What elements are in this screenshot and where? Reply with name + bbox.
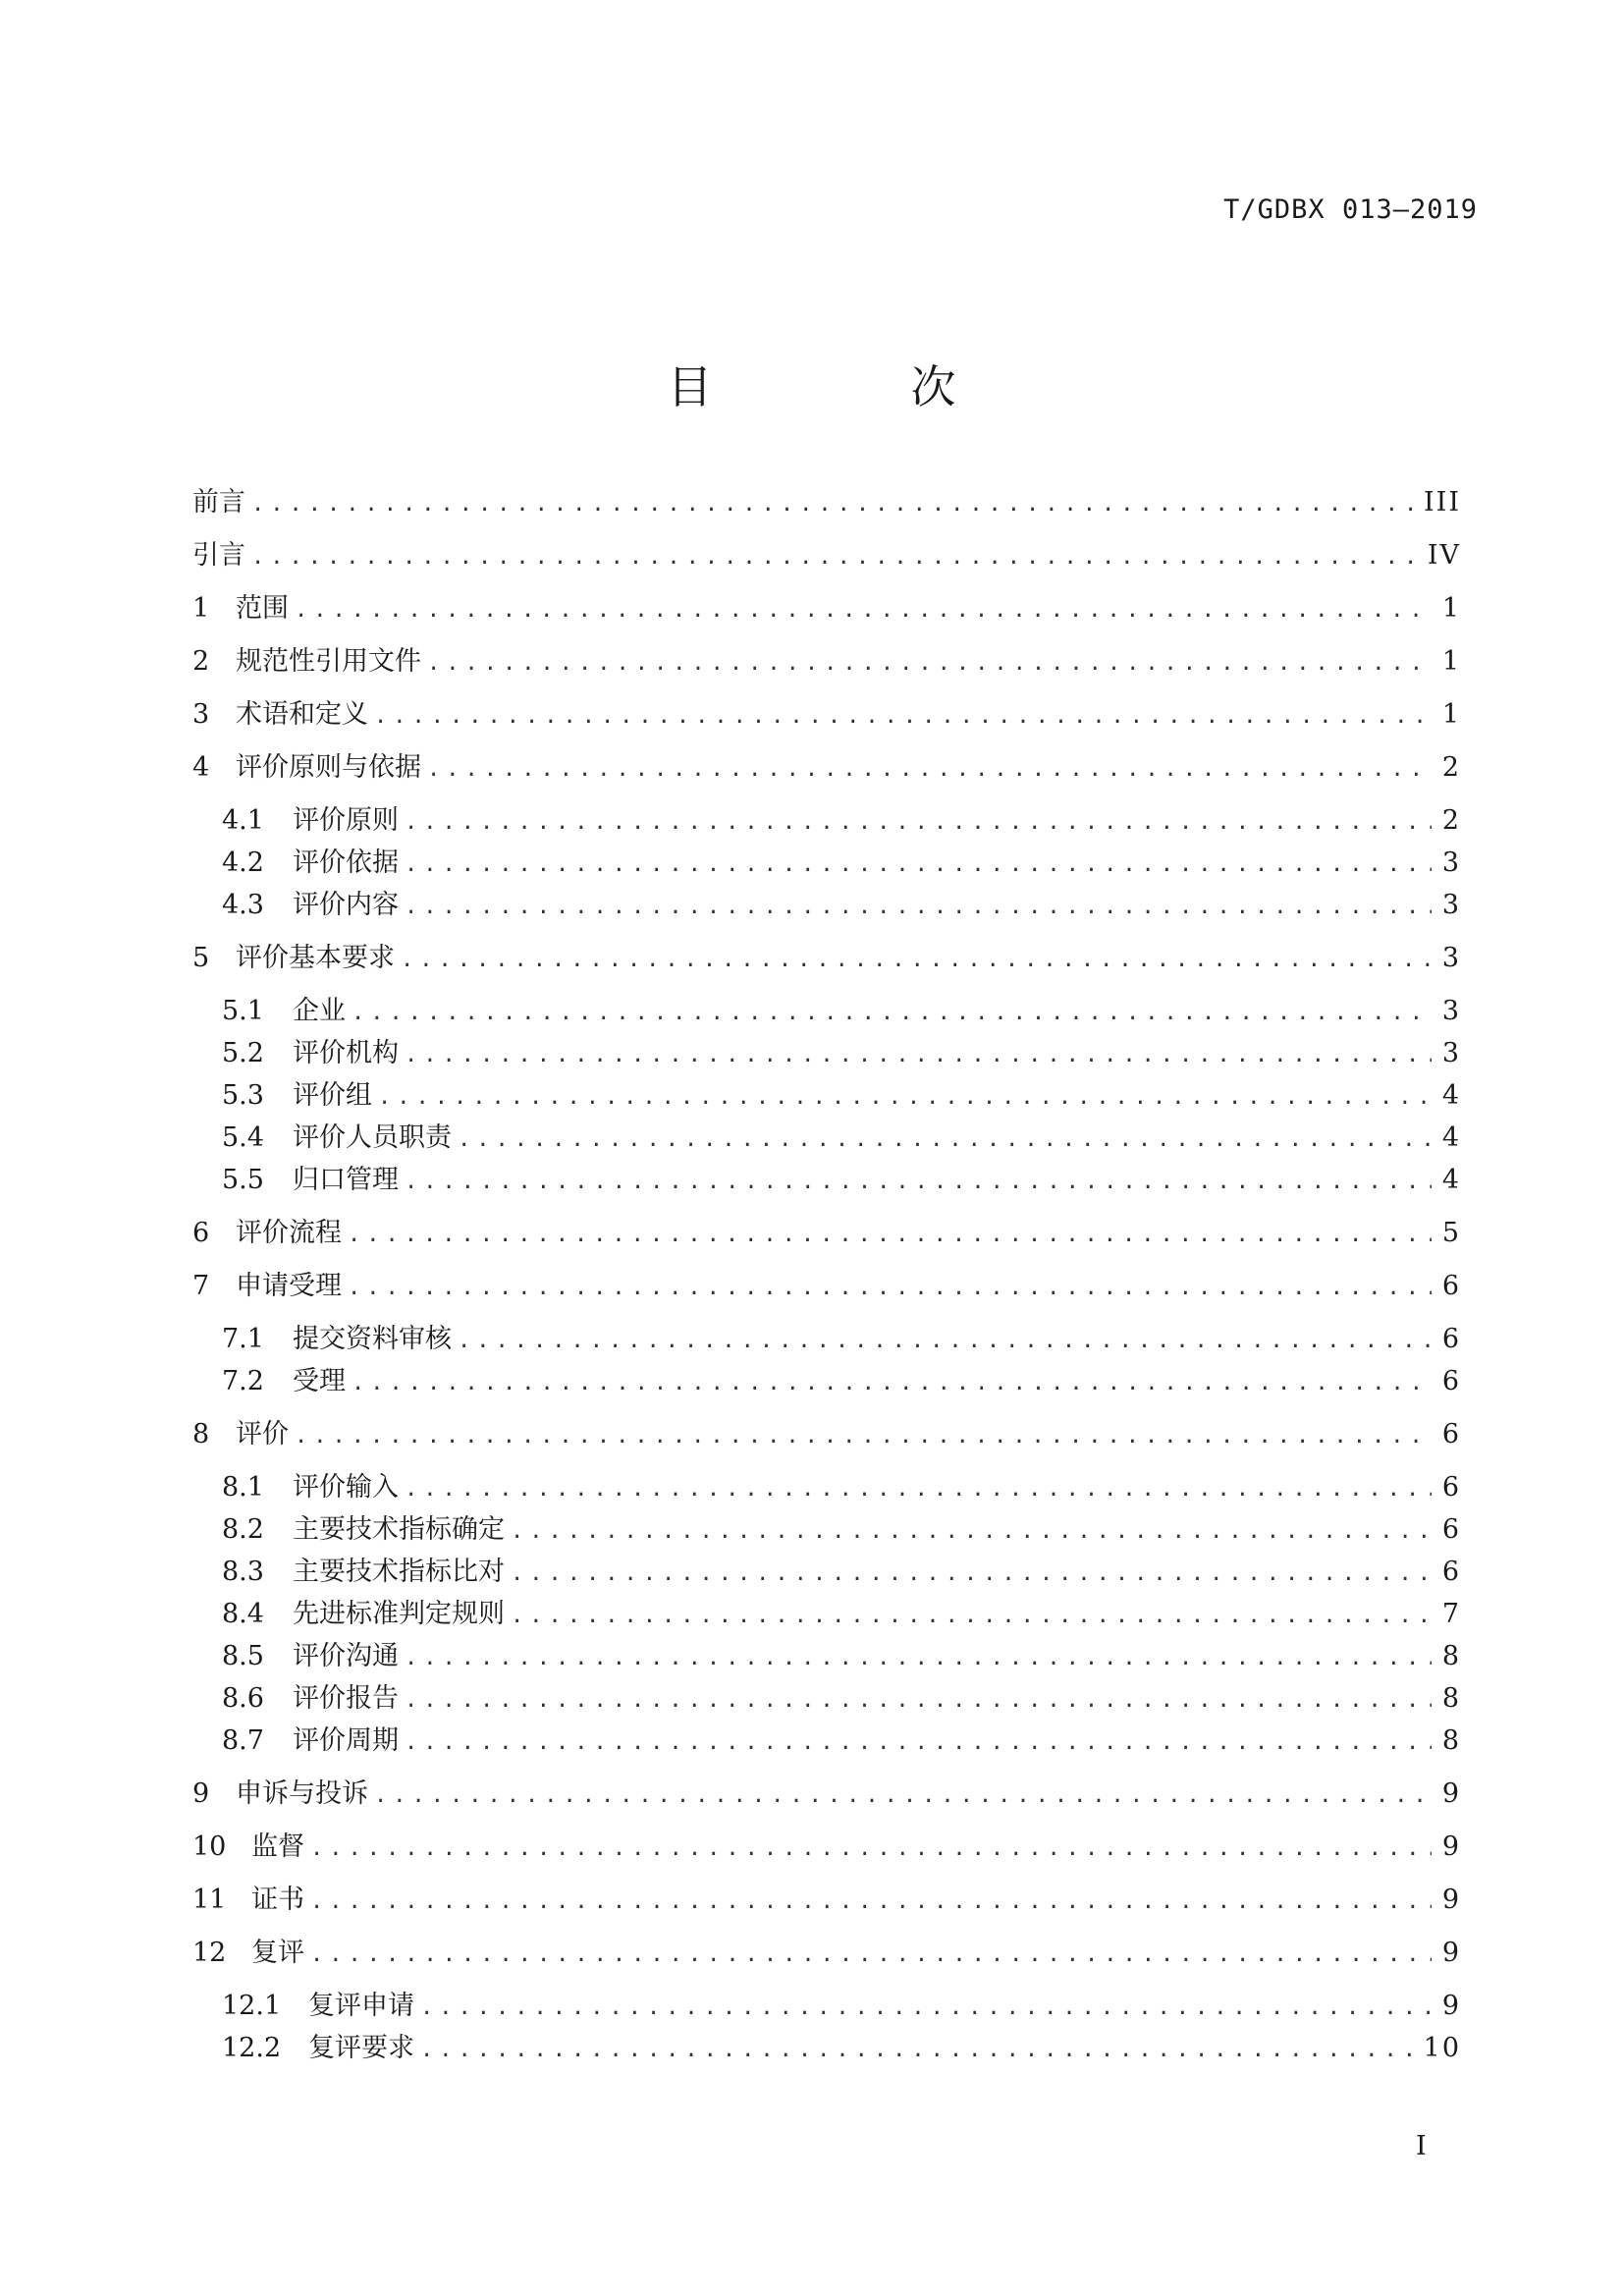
toc-entry-number: 5.2 bbox=[222, 1038, 264, 1068]
toc-entry-page: 9 bbox=[1441, 1938, 1461, 1968]
toc-entry-label: 评价输入 bbox=[293, 1472, 399, 1503]
toc-entry-page: 6 bbox=[1441, 1514, 1461, 1545]
toc-entry-page: 3 bbox=[1441, 890, 1461, 920]
toc-dot-leader bbox=[405, 801, 1432, 844]
toc-entry-page: 1 bbox=[1441, 593, 1461, 624]
page-number: I bbox=[1416, 2131, 1427, 2161]
toc-dot-leader bbox=[511, 1510, 1432, 1553]
toc-entry-page: 5 bbox=[1441, 1218, 1461, 1248]
toc-dot-leader bbox=[405, 844, 1432, 886]
toc-entry-label: 评价人员职责 bbox=[293, 1122, 452, 1153]
toc-entry-page: 9 bbox=[1441, 1991, 1461, 2021]
toc-entry-page: 6 bbox=[1441, 1472, 1461, 1503]
toc-entry-number: 12.1 bbox=[222, 1991, 282, 2021]
toc-entry-number: 6 bbox=[192, 1218, 210, 1248]
toc-entry-label: 评价机构 bbox=[293, 1038, 399, 1068]
toc-entry-page: 3 bbox=[1441, 943, 1461, 973]
toc-entry[interactable] bbox=[192, 1074, 1461, 1117]
toc-dot-leader bbox=[405, 1468, 1432, 1510]
toc-dot-leader bbox=[405, 1722, 1432, 1764]
toc-entry-label: 评价内容 bbox=[293, 890, 399, 920]
toc-entry-page: 2 bbox=[1441, 805, 1461, 836]
toc-entry[interactable] bbox=[192, 481, 1461, 523]
toc-entry-label: 提交资料审核 bbox=[293, 1324, 452, 1354]
toc-dot-leader bbox=[310, 1828, 1432, 1870]
toc-entry-page: 6 bbox=[1441, 1419, 1461, 1449]
toc-entry-label: 评价原则与依据 bbox=[236, 752, 421, 783]
toc-dot-leader bbox=[310, 1881, 1432, 1923]
toc-entry-label: 评价组 bbox=[293, 1080, 372, 1111]
toc-entry-page: 3 bbox=[1441, 1038, 1461, 1068]
toc-entry[interactable] bbox=[192, 1593, 1461, 1635]
toc-dot-leader bbox=[458, 1320, 1432, 1362]
toc-dot-leader bbox=[251, 536, 1422, 578]
toc-dot-leader bbox=[405, 1637, 1432, 1679]
toc-entry-page: 7 bbox=[1441, 1599, 1461, 1629]
toc-dot-leader bbox=[352, 1362, 1432, 1404]
toc-entry-page: 9 bbox=[1441, 1778, 1461, 1809]
toc-entry-label: 先进标准判定规则 bbox=[293, 1599, 505, 1629]
toc-entry-label: 规范性引用文件 bbox=[236, 646, 421, 677]
toc-entry[interactable] bbox=[192, 1677, 1461, 1720]
page-title: 目 次 bbox=[667, 360, 1033, 413]
toc-entry[interactable] bbox=[192, 2027, 1461, 2069]
toc-entry-number: 4.3 bbox=[222, 890, 264, 920]
document-code: T/GDBX 013—2019 bbox=[1223, 194, 1478, 225]
toc-entry[interactable] bbox=[192, 1508, 1461, 1551]
toc-entry-page: 3 bbox=[1441, 847, 1461, 878]
toc-dot-leader bbox=[348, 1267, 1432, 1309]
toc-entry-label: 申诉与投诉 bbox=[236, 1778, 368, 1809]
toc-entry[interactable] bbox=[192, 1117, 1461, 1159]
toc-entry[interactable] bbox=[192, 693, 1461, 736]
toc-entry[interactable] bbox=[192, 1466, 1461, 1508]
toc-entry[interactable] bbox=[192, 937, 1461, 979]
toc-entry[interactable] bbox=[192, 1212, 1461, 1254]
toc-entry-number: 11 bbox=[192, 1885, 227, 1915]
toc-entry-number: 7 bbox=[192, 1271, 210, 1301]
toc-entry[interactable] bbox=[192, 1720, 1461, 1762]
toc-entry-number: 8.7 bbox=[222, 1725, 264, 1756]
toc-entry-page: 1 bbox=[1441, 699, 1461, 730]
toc-entry-label: 评价基本要求 bbox=[236, 943, 395, 973]
toc-entry-page: 6 bbox=[1441, 1324, 1461, 1354]
toc-entry[interactable] bbox=[192, 1159, 1461, 1201]
toc-entry[interactable] bbox=[192, 1773, 1461, 1815]
toc-dot-leader bbox=[511, 1553, 1432, 1595]
toc-entry-number: 7.2 bbox=[222, 1366, 264, 1396]
toc-entry-page: 8 bbox=[1441, 1683, 1461, 1714]
toc-dot-leader bbox=[295, 1415, 1432, 1457]
toc-entry[interactable] bbox=[192, 1879, 1461, 1921]
toc-entry[interactable] bbox=[192, 990, 1461, 1032]
toc-entry-number: 5.3 bbox=[222, 1080, 264, 1111]
toc-entry-page: 9 bbox=[1441, 1831, 1461, 1862]
toc-entry-label: 评价依据 bbox=[293, 847, 399, 878]
toc-dot-leader bbox=[295, 589, 1432, 631]
toc-entry-page: 1 bbox=[1441, 646, 1461, 677]
toc-entry[interactable] bbox=[192, 1551, 1461, 1593]
toc-dot-leader bbox=[420, 2029, 1418, 2071]
toc-entry[interactable] bbox=[192, 1985, 1461, 2027]
toc-entry-page: 4 bbox=[1441, 1080, 1461, 1111]
toc-entry-page: 8 bbox=[1441, 1725, 1461, 1756]
toc-entry[interactable] bbox=[192, 587, 1461, 629]
toc-dot-leader bbox=[420, 1987, 1432, 2029]
toc-dot-leader bbox=[458, 1119, 1432, 1161]
toc-dot-leader bbox=[378, 1076, 1432, 1119]
toc-entry-label: 评价沟通 bbox=[293, 1641, 399, 1671]
toc-entry-label: 评价报告 bbox=[293, 1683, 399, 1714]
toc-dot-leader bbox=[374, 1775, 1432, 1817]
toc-entry-label: 主要技术指标比对 bbox=[293, 1557, 505, 1587]
toc-entry-page: III bbox=[1424, 487, 1461, 518]
toc-entry-label: 企业 bbox=[293, 996, 346, 1026]
toc-entry-number: 10 bbox=[192, 1831, 227, 1862]
toc-entry-label: 受理 bbox=[293, 1366, 346, 1396]
toc-entry-page: 2 bbox=[1441, 752, 1461, 783]
toc-dot-leader bbox=[310, 1934, 1432, 1976]
toc-entry-page: 8 bbox=[1441, 1641, 1461, 1671]
toc-entry[interactable] bbox=[192, 799, 1461, 842]
toc-entry-number: 8.2 bbox=[222, 1514, 264, 1545]
toc-entry-label: 术语和定义 bbox=[236, 699, 368, 730]
toc-dot-leader bbox=[427, 748, 1432, 791]
toc-entry-number: 5.5 bbox=[222, 1165, 264, 1195]
toc-entry-number: 8 bbox=[192, 1419, 210, 1449]
toc-entry-number: 4.2 bbox=[222, 847, 264, 878]
toc-entry-number: 7.1 bbox=[222, 1324, 264, 1354]
toc-entry-page: 4 bbox=[1441, 1122, 1461, 1153]
toc-dot-leader bbox=[401, 939, 1432, 981]
toc-entry-label: 前言 bbox=[192, 487, 245, 518]
toc-entry[interactable] bbox=[192, 1318, 1461, 1360]
toc-entry-number: 8.3 bbox=[222, 1557, 264, 1587]
toc-entry-number: 5 bbox=[192, 943, 210, 973]
toc-entry-number: 5.4 bbox=[222, 1122, 264, 1153]
toc-entry-page: 4 bbox=[1441, 1165, 1461, 1195]
toc-entry-label: 申请受理 bbox=[236, 1271, 342, 1301]
toc-entry[interactable] bbox=[192, 1265, 1461, 1307]
toc-dot-leader bbox=[374, 695, 1432, 738]
toc-entry-label: 主要技术指标确定 bbox=[293, 1514, 505, 1545]
toc-entry-label: 评价 bbox=[236, 1419, 289, 1449]
toc-entry[interactable] bbox=[192, 640, 1461, 683]
toc-entry-page: 3 bbox=[1441, 996, 1461, 1026]
toc-entry[interactable] bbox=[192, 884, 1461, 926]
toc-entry[interactable] bbox=[192, 534, 1461, 576]
toc-entry-page: 6 bbox=[1441, 1366, 1461, 1396]
toc-entry[interactable] bbox=[192, 746, 1461, 789]
toc-entry-number: 5.1 bbox=[222, 996, 264, 1026]
toc-entry[interactable] bbox=[192, 1826, 1461, 1868]
toc-dot-leader bbox=[427, 642, 1432, 684]
toc-entry-label: 复评 bbox=[251, 1938, 304, 1968]
toc-dot-leader bbox=[511, 1595, 1432, 1637]
toc-dot-leader bbox=[348, 1214, 1432, 1256]
toc-entry-number: 12 bbox=[192, 1938, 227, 1968]
toc-entry[interactable] bbox=[192, 1032, 1461, 1074]
toc-entry-number: 9 bbox=[192, 1778, 210, 1809]
toc-entry-page: 9 bbox=[1441, 1885, 1461, 1915]
toc-entry-number: 8.6 bbox=[222, 1683, 264, 1714]
toc-entry-label: 归口管理 bbox=[293, 1165, 399, 1195]
toc-entry-page: IV bbox=[1427, 540, 1461, 571]
toc-dot-leader bbox=[405, 1034, 1432, 1076]
toc-entry[interactable] bbox=[192, 842, 1461, 884]
toc-entry-page: 6 bbox=[1441, 1557, 1461, 1587]
toc-entry-label: 证书 bbox=[251, 1885, 304, 1915]
toc-dot-leader bbox=[405, 1679, 1432, 1722]
toc-dot-leader bbox=[352, 992, 1432, 1034]
toc-entry-number: 12.2 bbox=[222, 2033, 282, 2063]
toc-dot-leader bbox=[405, 1161, 1432, 1203]
toc-entry[interactable] bbox=[192, 1360, 1461, 1402]
table-of-contents bbox=[192, 481, 1461, 2069]
toc-entry-number: 2 bbox=[192, 646, 210, 677]
toc-entry-label: 复评申请 bbox=[308, 1991, 414, 2021]
toc-entry-number: 8.1 bbox=[222, 1472, 264, 1503]
toc-entry-number: 8.5 bbox=[222, 1641, 264, 1671]
toc-entry[interactable] bbox=[192, 1932, 1461, 1974]
toc-entry-label: 引言 bbox=[192, 540, 245, 571]
toc-entry-number: 4.1 bbox=[222, 805, 264, 836]
toc-entry-label: 评价周期 bbox=[293, 1725, 399, 1756]
toc-entry-page: 10 bbox=[1423, 2033, 1461, 2063]
toc-entry-number: 4 bbox=[192, 752, 210, 783]
toc-entry-label: 评价流程 bbox=[236, 1218, 342, 1248]
toc-entry-number: 8.4 bbox=[222, 1599, 264, 1629]
toc-dot-leader bbox=[251, 483, 1418, 525]
toc-entry-number: 1 bbox=[192, 593, 210, 624]
toc-entry-number: 3 bbox=[192, 699, 210, 730]
toc-dot-leader bbox=[405, 886, 1432, 928]
toc-entry-page: 6 bbox=[1441, 1271, 1461, 1301]
toc-entry-label: 范围 bbox=[236, 593, 289, 624]
toc-entry-label: 评价原则 bbox=[293, 805, 399, 836]
toc-entry-label: 复评要求 bbox=[308, 2033, 414, 2063]
toc-entry[interactable] bbox=[192, 1413, 1461, 1455]
toc-entry-label: 监督 bbox=[251, 1831, 304, 1862]
toc-entry[interactable] bbox=[192, 1635, 1461, 1677]
